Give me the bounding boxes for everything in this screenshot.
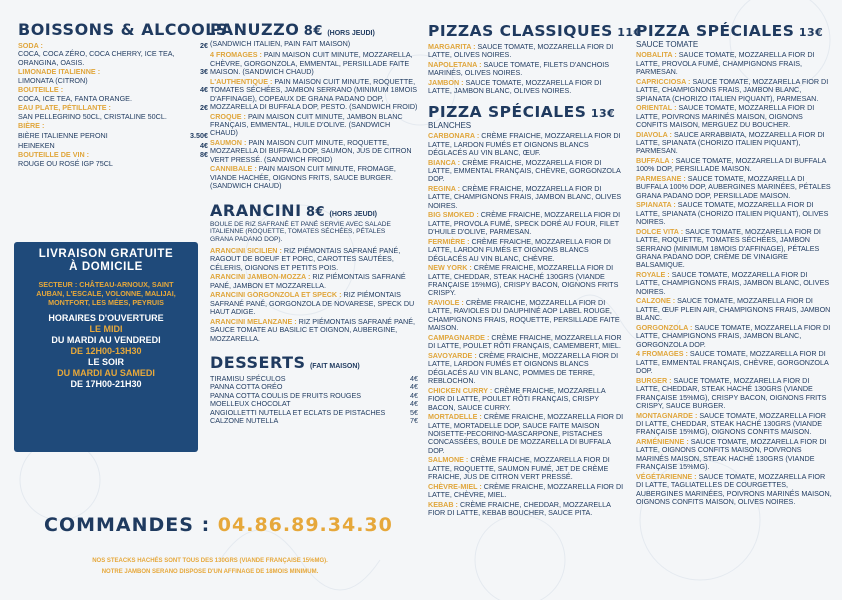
livraison-secteur: SECTEUR : CHÂTEAU-ARNOUX, SAINT AUBAN, L'ESCALE, VOLONNE, MALIJAI, MONTFORT, LES MÉES, PEYRUIS <box>36 280 176 307</box>
tomate-name: DIAVOLA : <box>636 129 672 139</box>
desserts-list <box>210 375 418 425</box>
panuzzo-item <box>210 139 418 164</box>
tomate-item <box>636 271 832 296</box>
arancini-name: ARANCINI MELANZANE : <box>210 316 297 326</box>
tomate-list <box>636 51 832 506</box>
blanche-name: SALMONE : <box>428 455 469 465</box>
classiques-list <box>428 43 624 96</box>
blanche-item <box>428 501 624 518</box>
arancini-note: (HORS JEUDI) <box>329 210 377 218</box>
blanche-desc: CRÈME FRAICHE, MOZZARELLA FIOR DI LATTE, CHÈVRE, MIEL. <box>428 481 624 500</box>
tomate-item <box>636 175 832 200</box>
arancini-header <box>210 201 418 221</box>
arancini-price: 8€ <box>305 204 326 220</box>
blanches-price: 13€ <box>590 106 616 120</box>
blanche-item <box>428 456 624 481</box>
tomate-item <box>636 51 832 76</box>
classique-item <box>428 43 624 60</box>
dessert-name: PANNA COTTA COULIS DE FRUITS ROUGES <box>210 390 362 400</box>
boisson-item <box>18 42 208 67</box>
arancini-item <box>210 318 418 343</box>
tomate-name: VÉGÉTARIENNE : <box>636 471 697 481</box>
boisson-row <box>18 122 208 130</box>
desserts-title: DESSERTS <box>210 353 306 373</box>
tomate-desc: SAUCE TOMATE, MOZZARELLA FIOR DI LATTE, CHEDDAR, STEAK HACHÉ 130GRS (VIANDE FRANÇAISE 15%MG), OIGNONS CONFITS MAISON. <box>636 410 826 437</box>
phone-number[interactable]: 04.86.89.34.30 <box>217 514 393 536</box>
dessert-name: TIRAMISU SPÉCULOS <box>210 374 286 384</box>
tomate-desc: SAUCE ARRABBIATA, MOZZARELLA FIOR DI LATTE, SPIANATA (CHORIZO ITALIEN PIQUANT), PARMESAN. <box>636 129 825 156</box>
boisson-price: 4€ <box>200 85 208 95</box>
boisson-item <box>18 86 208 103</box>
blanche-name: FERMIÈRE : <box>428 236 470 246</box>
livraison-title-1: LIVRAISON GRATUITE <box>38 248 174 260</box>
blanche-name: REGINA : <box>428 184 461 194</box>
tomate-item <box>636 157 832 174</box>
tomate-desc: SAUCE TOMATE, MOZZARELLA FIOR DI LATTE, CHEDDAR, STEAK HACHÉ 130GRS (VIANDE FRANÇAISE 15%MG), CRISPY BACON, OIGNONS FRITS CRISPY, SAUCE BURGER. <box>636 375 827 410</box>
blanche-name: MORTADELLE : <box>428 412 482 422</box>
panuzzo-note: (HORS JEUDI) <box>327 30 375 37</box>
panuzzo-item <box>210 78 418 112</box>
soir-days: DU MARDI AU SAMEDI <box>57 368 155 378</box>
dessert-price: 4€ <box>410 399 418 409</box>
boisson-item <box>18 132 208 140</box>
classique-name: JAMBON : <box>428 78 464 87</box>
blanche-item <box>428 264 624 298</box>
tomate-desc: SAUCE TOMATE, MOZZARELLA FIOR DI LATTE, CHAMPIGNONS FRAIS, JAMBON BLANC, OLIVES NOIRES. <box>636 270 830 296</box>
boisson-desc: HEINEKEN <box>18 140 55 150</box>
tomate-name: BURGER : <box>636 375 672 385</box>
classique-name: MARGARITA : <box>428 42 476 51</box>
blanches-list <box>428 132 624 517</box>
tomate-item <box>636 201 832 226</box>
panuzzo-name: CROQUE : <box>210 111 246 121</box>
livraison-title-2: À DOMICILE <box>69 261 143 273</box>
blanche-item <box>428 211 624 236</box>
tomate-item <box>636 297 832 322</box>
tomate-desc: SAUCE TOMATE, MOZZARELLA FIOR DI LATTE, ROQUETTE, TOMATES SÉCHÉES, JAMBON SERRANO (MINIMUM 18MOIS D'AFFINAGE), PÉTALES GRANA PADANO DOP, CRÈME DE VINAIGRE BALSAMIQUE. <box>636 226 821 270</box>
blanche-name: CHÈVRE-MIEL : <box>428 481 482 491</box>
blanche-desc: CRÈME FRAICHE, MOZZARELLA FIOR DI LATTE, LARDON FUMÉS ET OIGNONS BLANCS DÉGLACÉS AU VIN BLANC, ŒUF. <box>428 131 621 158</box>
blanche-name: BIG SMOKED : <box>428 210 479 220</box>
blanche-name: CHICKEN CURRY : <box>428 385 493 395</box>
blanche-name: NEW YORK : <box>428 263 472 273</box>
tomate-name: 4 FROMAGES : <box>636 349 688 359</box>
panuzzo-price: 8€ <box>303 24 323 39</box>
blanches-subtitle: BLANCHES <box>428 120 472 130</box>
boisson-name: BIÈRE : <box>18 121 45 131</box>
panuzzo-desc: PAIN MAISON CUIT MINUTE, JAMBON BLANC FRANÇAIS, EMMENTAL, HUILE D'OLIVE. (SANDWICH CHAUD) <box>210 111 403 138</box>
tomate-name: CAPRICCIOSA : <box>636 76 691 86</box>
tomate-item <box>636 377 832 411</box>
panuzzo-desc: PAIN MAISON CUIT MINUTE, MOZZARELLA, CHÈVRE, GORGONZOLA, EMMENTAL, PERSILLADE FAITE MAISON. (SANDWICH CHAUD) <box>210 50 413 77</box>
tomate-desc: SAUCE TOMATE, MOZZARELLA FIOR DI LATTE, OIGNONS CONFITS MAISON, POIVRONS MARINÉS MAISON, STEAK HACHÉ 130GRS (VIANDE FRANÇAISE 15%MG). <box>636 436 827 472</box>
blanche-name: BIANCA : <box>428 157 461 167</box>
tomate-name: ARMÉNIENNE : <box>636 436 689 446</box>
panuzzo-name: L'AUTHENTIQUE : <box>210 76 273 86</box>
tomate-item <box>636 104 832 129</box>
classique-item <box>428 79 624 96</box>
boisson-price: 2€ <box>200 41 208 50</box>
tomate-name: ORIENTAL : <box>636 103 677 113</box>
arancini-item <box>210 273 418 290</box>
boisson-desc: COCA, COCA ZÉRO, COCA CHERRY, ICE TEA, ORANGINA, OASIS. <box>18 49 175 67</box>
dessert-name: CALZONE NUTELLA <box>210 416 279 426</box>
tomate-name: CALZONE : <box>636 296 676 306</box>
arancini-name: ARANCINI JAMBON-MOZZA : <box>210 272 311 282</box>
midi-hours: DE 12H00-13H30 <box>70 346 142 356</box>
classique-name: NAPOLETANA : <box>428 60 482 69</box>
panuzzo-list <box>210 51 418 190</box>
tomate-item <box>636 438 832 472</box>
arancini-desc: RIZ PIÉMONTAIS SAFRANÉ PANÉ, JAMBON ET MOZZARELLA. <box>210 272 406 290</box>
boisson-price: 3€ <box>200 67 208 77</box>
arancini-item <box>210 247 418 272</box>
classiques-header <box>428 22 642 41</box>
tomate-desc: SAUCE TOMATE, MOZZARELLA FIOR DI LATTE, PROVOLA FUMÉ, CHAMPIGNONS FRAIS, PARMESAN. <box>636 50 815 77</box>
blanche-desc: CRÈME FRAICHE, MOZZARELLA FIOR DI LATTE, POULET RÔTI FRANÇAIS, CAMEMBERT, MIEL. <box>428 332 622 351</box>
tomate-desc: SAUCE TOMATE, MOZZARELLA FIOR DI LATTE, CHAMPIGNONS FRAIS, JAMBON BLANC, SPIANATA (CHORIZO ITALIEN PIQUANT), PARMESAN. <box>636 76 829 103</box>
tomate-item <box>636 324 832 349</box>
tomate-header <box>636 22 832 41</box>
tomate-name: BUFFALA : <box>636 156 674 166</box>
classique-desc: SAUCE TOMATE, MOZZARELLA FIOR DI LATTE, OLIVES NOIRES. <box>428 42 614 60</box>
boisson-desc: SAN PELLEGRINO 50CL, CRISTALINE 50CL. <box>18 111 167 121</box>
blanche-item <box>428 238 624 263</box>
boisson-desc: COCA, ICE TEA, FANTA ORANGE. <box>18 93 132 103</box>
dessert-row <box>210 417 418 425</box>
arancini-desc: RIZ PIÉMONTAIS SAFRANÉ PANÉ, RAGOUT DE BOEUF ET PORC, CAROTTES SAUTÉES, CÉLERIS, OIGNONS ET PETITS POIS. <box>210 246 401 272</box>
arancini-desc: RIZ PIÉMONTAIS SAFRANÉ PANÉ, SAUCE TOMATE AU BASILIC ET OIGNON, AUBERGINE, MOZZARELLA. <box>210 316 416 343</box>
blanche-desc: CRÈME FRAICHE, MOZZARELLA FIOR DI LATTE, ROQUETTE, SAUMON FUMÉ, JET DE CRÈME FRAICHE, JUS DE CITRON VERT PRESSÉ. <box>428 455 610 482</box>
blanche-desc: CRÈME FRAICHE, MOZZARELLA FIOR DI LATTE, POULET RÔTI FRANÇAIS, CRISPY BACON, SAUCE CURRY. <box>428 385 606 412</box>
panuzzo-name: SAUMON : <box>210 138 247 148</box>
classiques-title: PIZZAS CLASSIQUES <box>428 22 613 40</box>
arancini-list <box>210 247 418 343</box>
boisson-name: BOUTEILLE : <box>18 85 64 95</box>
pizzas-col-3 <box>428 0 642 519</box>
midi-days: DU MARDI AU VENDREDI <box>51 335 161 345</box>
boisson-item <box>18 104 208 121</box>
tomate-item <box>636 78 832 103</box>
tomate-desc: SAUCE TOMATE, MOZZARELLA FIOR DI LATTE, TAGLIATELLES DE COURGETTES, AUBERGINES MARINÉES, POIVRONS MARINÉS MAISON, OIGNONS CONFITS MAISON, OLIVES NOIRES. <box>636 471 832 506</box>
tomate-price: 13€ <box>798 26 824 39</box>
classiques-price: 11€ <box>617 26 642 39</box>
blanche-desc: CRÈME FRAICHE, MOZZARELLA FIOR DI LATTE, MORTADELLE DOP, SAUCE FAITE MAISON NOISETTE-PECORINO-MASCARPONE, PISTACHES CONCASSÉES, BOULE DE MOZZARELLA DI BUFFALA DOP. <box>428 412 624 455</box>
boisson-item <box>18 68 208 85</box>
tomate-desc: SAUCE TOMATE, MOZZARELLA FIOR DI LATTE, EMMENTAL FRANÇAIS, CHÈVRE, GORGONZOLA DOP. <box>636 349 829 376</box>
tomate-desc: SAUCE TOMATE, MOZZARELLA DI BUFFALA 100% DOP, PERSILLADE MAISON. <box>636 156 826 174</box>
livraison-box <box>14 242 198 452</box>
soir-label: LE SOIR <box>87 357 124 367</box>
tomate-item <box>636 412 832 437</box>
blanche-desc: CRÈME FRAICHE, MOZZARELLA FIOR DI LATTE, LARDON FUMÉS ET OIGNONS BLANCS DÉGLACÉS AU VIN BLANC, POMMES DE TERRE, REBLOCHON. <box>428 350 619 386</box>
tomate-name: GORGONZOLA : <box>636 322 693 332</box>
dessert-name: PANNA COTTA ORÉO <box>210 382 283 392</box>
panuzzo-desc: PAIN MAISON CUIT MINUTE, ROQUETTE, TOMATES SÉCHÉES, JAMBON SERRANO (MINIMUM 18MOIS D'AFFINAGE), COPEAUX DE GRANA PADANO DOP, MOZZARELLA DI BUFFALA DOP, PESTO. (SANDWICH FROID) <box>210 76 418 112</box>
boisson-price: 3.50€ <box>190 131 208 140</box>
boisson-desc: LIMONATA (CITRON) <box>18 75 88 85</box>
tomate-subtitle: SAUCE TOMATE <box>636 40 699 49</box>
blanche-item <box>428 299 624 333</box>
tomate-name: PARMESANE : <box>636 174 686 184</box>
midi-label: LE MIDI <box>89 324 123 334</box>
dessert-price: 7€ <box>410 416 418 426</box>
boisson-name: SODA : <box>18 41 43 50</box>
arancini-title: ARANCINI <box>210 200 302 220</box>
boisson-item <box>18 122 208 130</box>
soir-hours: DE 17H00-21H30 <box>70 379 142 389</box>
blanche-desc: CRÈME FRAICHE, MOZZARELLA FIOR DI LATTE, EMMENTAL FRANÇAIS, CHÈVRE, GORGONZOLA DOP. <box>428 157 621 184</box>
dessert-price: 4€ <box>410 374 418 384</box>
blanche-item <box>428 352 624 386</box>
boisson-price: 2€ <box>200 103 208 113</box>
blanche-desc: CRÈME FRAICHE, CHEDDAR, MOZZARELLA FIOR DI LATTE, KEBAB BOUCHER, SAUCE PITA. <box>428 499 611 518</box>
boisson-desc: ROUGE OU ROSÉ IGP 75CL <box>18 158 113 168</box>
panuzzo-section <box>210 0 418 426</box>
blanche-item <box>428 387 624 412</box>
blanche-desc: CRÈME FRAICHE, MOZZARELLA FIOR DI LATTE, PROVOLA FUMÉ, SPECK DORÉ AU FOUR, FILET D'HUILE D'OLIVE, PARMESAN. <box>428 210 621 237</box>
tomate-desc: SAUCE TOMATE, MOZZARELLA DI BUFFALA 100% DOP, AUBERGINES MARINÉES, PÉTALES GRANA PADANO DOP, PERSILLADE MAISON. <box>636 174 831 200</box>
arancini-name: ARANCINI GORGONZOLA ET SPECK : <box>210 290 342 300</box>
dessert-name: MOELLEUX CHOCOLAT <box>210 399 291 409</box>
boisson-name: BOUTEILLE DE VIN : <box>18 150 90 160</box>
dessert-price: 5€ <box>410 407 418 417</box>
boisson-price: 8€ <box>200 150 208 160</box>
tomate-name: DOLCE VITA : <box>636 226 684 236</box>
commandes-line <box>44 514 393 536</box>
blanche-desc: CRÈME FRAICHE, MOZZARELLA FIOR DI LATTE, CHAMPIGNONS FRAIS, JAMBON BLANC, OLIVES NOIRES. <box>428 184 622 210</box>
blanche-name: KEBAB : <box>428 499 458 509</box>
blanche-desc: CRÈME FRAICHE, MOZZARELLA FIOR DI LATTE, CHEDDAR, STEAK HACHÉ 130GRS (VIANDE FRANÇAISE 15%MG), CRISPY BACON, OIGNONS FRITS CRISPY. <box>428 263 619 298</box>
dessert-price: 4€ <box>410 390 418 400</box>
footnote-1: NOS STEACKS HACHÉS SONT TOUS DES 130GRS (VIANDE FRANÇAISE 15%MG). <box>92 558 328 564</box>
tomate-item <box>636 473 832 507</box>
arancini-name: ARANCINI SICILIEN : <box>210 246 282 256</box>
boissons-title: BOISSONS & ALCOOLS <box>18 20 228 39</box>
tomate-desc: SAUCE TOMATE, MOZZARELLA FIOR DI LATTE, SPIANATA (CHORIZO ITALIEN PIQUANT), OLIVES NOIRES. <box>636 200 829 227</box>
dessert-name: ANGIOLLETTI NUTELLA ET ECLATS DE PISTACHES <box>210 407 386 417</box>
blanche-item <box>428 159 624 184</box>
boisson-item <box>18 151 208 168</box>
footnote-2: NOTRE JAMBON SERANO DISPOSE D'UN AFFINAGE DE 18MOIS MINIMUM. <box>101 569 319 575</box>
tomate-desc: SAUCE TOMATE, MOZZARELLA FIOR DI LATTE, ŒUF PLEIN AIR, CHAMPIGNONS FRAIS, JAMBON BLANC. <box>636 296 831 323</box>
tomate-name: MONTAGNARDE : <box>636 410 698 420</box>
tomate-name: SPIANATA : <box>636 200 676 210</box>
boisson-name: LIMONADE ITALIENNE : <box>18 67 101 77</box>
panuzzo-desc: PAIN MAISON CUIT MINUTE, FROMAGE, VIANDE HACHÉE, OIGNONS FRITS, SAUCE BURGER. (SANDWICH CHAUD) <box>210 164 396 191</box>
arancini-item <box>210 291 418 316</box>
blanche-name: CARBONARA : <box>428 131 480 141</box>
boissons-list <box>18 42 208 168</box>
tomate-name: NOBALITA : <box>636 50 677 60</box>
boisson-price: 4€ <box>200 140 208 150</box>
desserts-header <box>210 353 418 373</box>
blanche-desc: CRÈME FRAICHE, MOZZARELLA FIOR DI LATTE, LARDON FUMÉS ET OIGNONS BLANCS DÉGLACÉS AU VIN BLANC, CHÈVRE. <box>428 236 611 263</box>
desserts-note: (FAIT MAISON) <box>309 363 360 371</box>
tomate-item <box>636 350 832 375</box>
blanche-name: SAVOYARDE : <box>428 350 477 360</box>
blanche-desc: CRÈME FRAICHE, MOZZARELLA FIOR DI LATTE, RAVIOLES DU DAUPHINÉ AOP LABEL ROUGE, CHAMPIGNONS FRAIS, ROQUETTE, PERSILLADE FAITE MAISON. <box>428 298 620 333</box>
boisson-row <box>18 142 208 150</box>
classique-desc: SAUCE TOMATE, FILETS D'ANCHOIS MARINÉS, OLIVES NOIRES. <box>428 60 610 78</box>
panuzzo-item <box>210 113 418 138</box>
dessert-price: 4€ <box>410 382 418 392</box>
blanche-item <box>428 413 624 455</box>
tomate-item <box>636 228 832 270</box>
boisson-name: EAU PLATE, PÉTILLANTE : <box>18 103 111 113</box>
tomate-desc: SAUCE TOMATE, MOZZARELLA FIOR DI LATTE, CHAMPIGNONS FRAIS, JAMBON BLANC, GORGONZOLA DOP. <box>636 322 831 349</box>
panuzzo-name: 4 FROMAGES : <box>210 50 262 60</box>
blanche-item <box>428 334 624 351</box>
horaires-title: HORAIRES D'OUVERTURE <box>48 313 164 323</box>
panuzzo-desc: PAIN MAISON CUIT MINUTE, ROQUETTE, MOZZARELLA DI BUFFALA DOP, SAUMON, JUS DE CITRON VERT PRESSÉ. (SANDWICH FROID) <box>210 138 412 164</box>
tomate-title: PIZZA SPÉCIALES <box>636 22 795 40</box>
panuzzo-subtitle: (SANDWICH ITALIEN, PAIN FAIT MAISON) <box>210 39 351 48</box>
blanche-name: RAVIOLE : <box>428 298 464 308</box>
blanche-item <box>428 483 624 500</box>
blanche-item <box>428 132 624 157</box>
pizzas-col-4 <box>636 0 832 508</box>
tomate-name: ROYALE : <box>636 270 670 280</box>
tomate-desc: SAUCE TOMATE, MOZZARELLA FIOR DI LATTE, POIVRONS MARINÉS MAISON, OIGNONS CONFITS MAISON, MERGUEZ DU BOUCHER. <box>636 103 815 130</box>
panuzzo-name: CANNIBALE : <box>210 164 257 174</box>
commandes-label: COMMANDES : <box>44 514 211 536</box>
blanche-item <box>428 185 624 210</box>
arancini-desc: RIZ PIÉMONTAIS SAFRANÉ PANÉ, GORGONZOLA DE NOVARESE, SPECK DU HAUT ADIGE. <box>210 290 415 317</box>
blanches-title: PIZZA SPÉCIALES <box>428 102 587 121</box>
panuzzo-item <box>210 165 418 190</box>
blanches-header <box>428 103 624 122</box>
panuzzo-item <box>210 51 418 76</box>
classique-desc: SAUCE TOMATE, MOZZARELLA FIOR DI LATTE, JAMBON BLANC, OLIVES NOIRES. <box>428 78 602 96</box>
classique-item <box>428 61 624 78</box>
arancini-subtitle: BOULE DE RIZ SAFRANÉ ET PANÉ SERVIE AVEC SALADE ITALIENNE (ROQUETTE, TOMATES SÉCHÉES, PÉTALES GRANA PADANO DOP). <box>210 220 391 244</box>
blanche-name: CAMPAGNARDE : <box>428 332 490 342</box>
boisson-row <box>18 132 208 140</box>
boisson-desc: BIÈRE ITALIENNE PERONI <box>18 131 108 140</box>
panuzzo-title: PANUZZO <box>210 20 300 39</box>
tomate-item <box>636 131 832 156</box>
boisson-item <box>18 142 208 150</box>
